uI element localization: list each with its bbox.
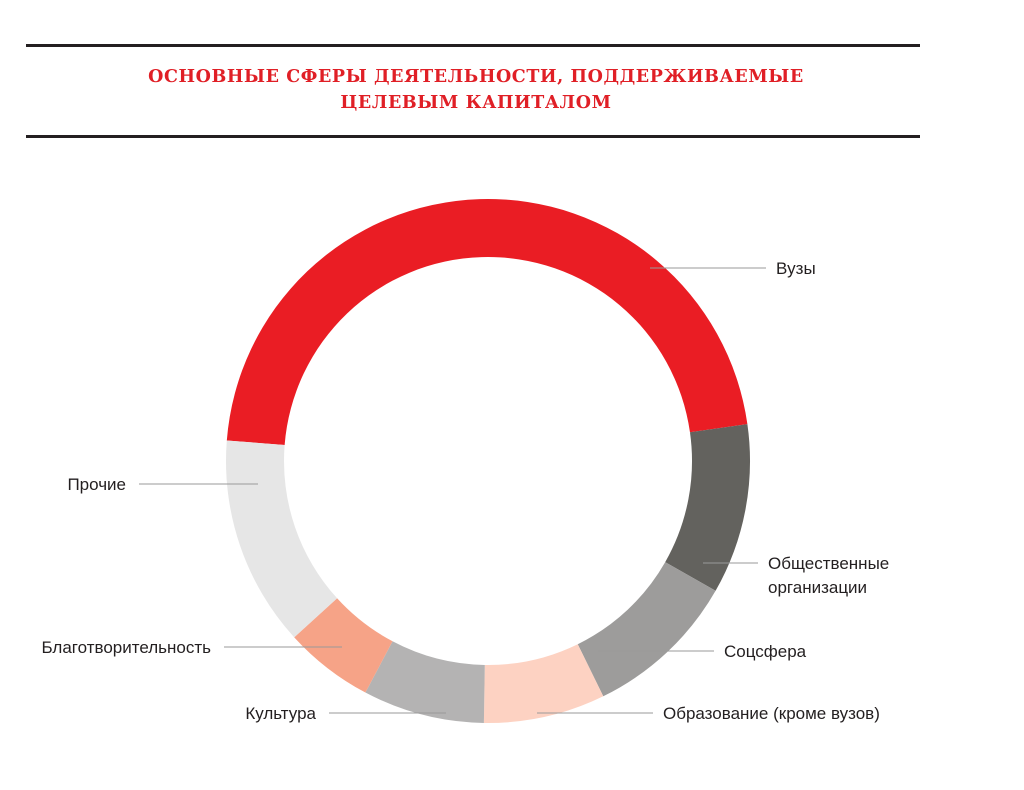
chart-title-line-2: ЦЕЛЕВЫМ КАПИТАЛОМ [340, 93, 612, 113]
donut-slice-вузы [227, 199, 748, 445]
slice-label-культура [245, 704, 316, 723]
slice-label-line: Благотворительность [41, 638, 211, 657]
donut-slice-прочие [226, 440, 337, 637]
slice-label-общественные-организации [768, 554, 889, 597]
slice-label-line: Соцсфера [724, 642, 807, 661]
slice-label-line: Образование (кроме вузов) [663, 704, 880, 723]
slice-label-соцсфера [724, 642, 807, 661]
slice-label-line: Прочие [67, 475, 126, 494]
slice-label-line: организации [768, 578, 868, 597]
slice-label-line: Вузы [776, 259, 816, 278]
slice-label-образование-кроме-вузов [663, 704, 880, 723]
chart-title-line-1: ОСНОВНЫЕ СФЕРЫ ДЕЯТЕЛЬНОСТИ, ПОДДЕРЖИВАЕМЫЕ [148, 67, 804, 87]
slice-label-вузы [776, 259, 816, 278]
slice-label-line: Культура [245, 704, 316, 723]
donut-slice-общественные-организации [665, 424, 750, 591]
slice-label-прочие [67, 475, 126, 494]
slice-label-благотворительность [41, 638, 211, 657]
donut-slice-соцсфера [578, 562, 716, 696]
slice-label-line: Общественные [768, 554, 890, 573]
